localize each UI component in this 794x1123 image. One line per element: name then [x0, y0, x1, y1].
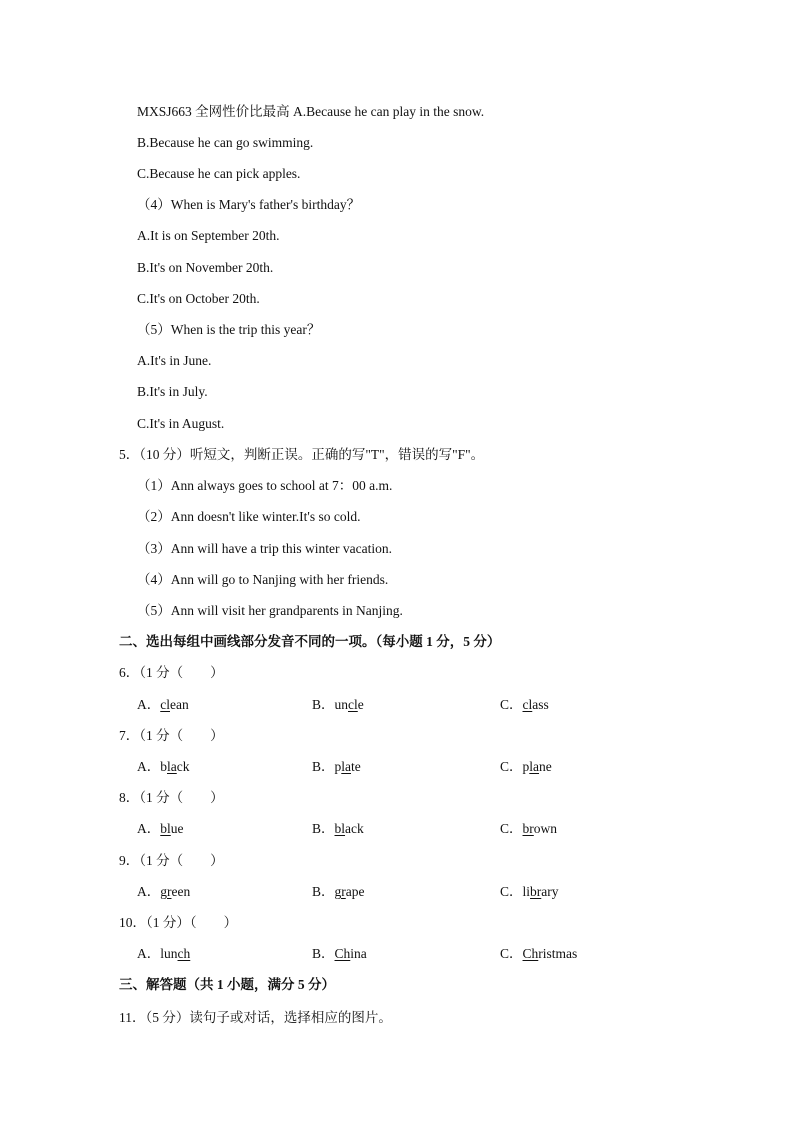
q5-title: 5．（10 分）听短文，判断正误。正确的写"T"，错误的写"F"。 — [119, 447, 485, 462]
q8-option-a: A．blue — [137, 821, 184, 836]
q9-option-b: B．grape — [312, 884, 365, 899]
q5-item-2: （2）Ann doesn't like winter.It's so cold. — [137, 509, 361, 524]
q4-5-option-b: B.It's in July. — [137, 384, 208, 399]
q6-option-a: A．clean — [137, 697, 189, 712]
section-3-heading: 三、解答题（共 1 小题，满分 5 分） — [119, 977, 335, 992]
q9-stem: 9．（1 分（ ） — [119, 853, 224, 868]
q4-3-option-b: B.Because he can go swimming. — [137, 135, 314, 150]
q4-5-option-c: C.It's in August. — [137, 416, 225, 431]
q8-stem: 8．（1 分（ ） — [119, 790, 224, 805]
q10-option-b: B．China — [312, 946, 367, 961]
section-2-heading: 二、选出每组中画线部分发音不同的一项。（每小题 1 分，5 分） — [119, 634, 501, 649]
q6-option-b: B．uncle — [312, 697, 364, 712]
q7-option-a: A．black — [137, 759, 190, 774]
q4-4-option-b: B.It's on November 20th. — [137, 260, 274, 275]
q10-option-c: C．Christmas — [500, 946, 578, 961]
q4-4-option-c: C.It's on October 20th. — [137, 291, 260, 306]
q7-option-c: C．plane — [500, 759, 552, 774]
q4-5-stem: （5）When is the trip this year？ — [137, 322, 321, 337]
q11-stem: 11．（5 分）读句子或对话，选择相应的图片。 — [119, 1010, 392, 1025]
q5-item-3: （3）Ann will have a trip this winter vacation. — [137, 541, 392, 556]
q7-stem: 7．（1 分（ ） — [119, 728, 224, 743]
q4-4-stem: （4）When is Mary's father's birthday？ — [137, 197, 361, 212]
q6-stem: 6．（1 分（ ） — [119, 665, 224, 680]
q4-4-option-a: A.It is on September 20th. — [137, 228, 280, 243]
q4-3-option-c: C.Because he can pick apples. — [137, 166, 301, 181]
q10-stem: 10．（1 分）（ ） — [119, 915, 238, 930]
q8-option-b: B．black — [312, 821, 364, 836]
q7-option-b: B．plate — [312, 759, 361, 774]
q10-option-a: A．lunch — [137, 946, 191, 961]
q4-3-option-a: MXSJ663 全网性价比最高 A.Because he can play in the snow. — [137, 104, 485, 119]
q9-option-c: C．library — [500, 884, 559, 899]
q5-item-1: （1）Ann always goes to school at 7：00 a.m. — [137, 478, 393, 493]
q8-option-c: C．brown — [500, 821, 558, 836]
q5-item-5: （5）Ann will visit her grandparents in Nanjing. — [137, 603, 403, 618]
q6-option-c: C．class — [500, 697, 549, 712]
q9-option-a: A．green — [137, 884, 191, 899]
q5-item-4: （4）Ann will go to Nanjing with her friends. — [137, 572, 389, 587]
q4-5-option-a: A.It's in June. — [137, 353, 212, 368]
